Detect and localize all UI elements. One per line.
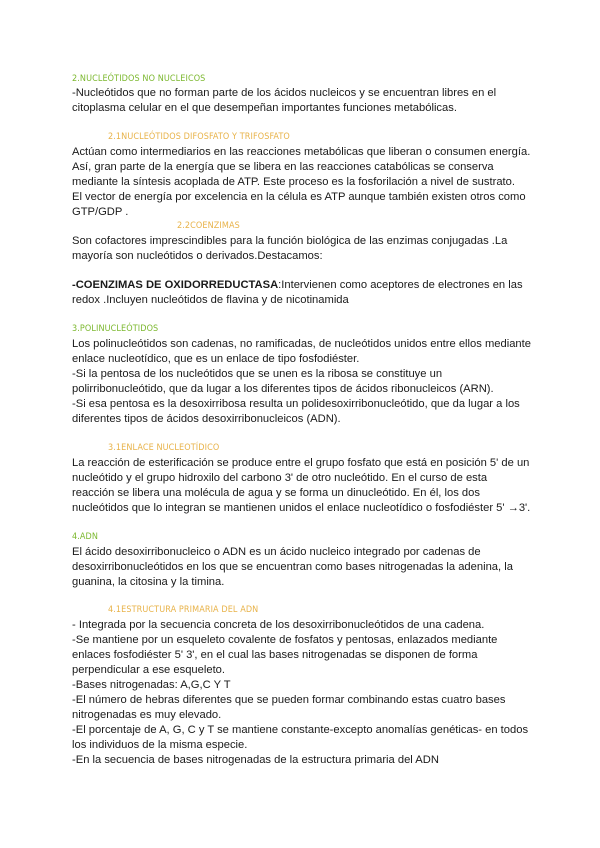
text-line: guanina, la citosina y la timina.: [72, 576, 225, 588]
text-line: - Integrada por la secuencia concreta de los desoxirribonucleótidos de una cadena.: [72, 619, 485, 631]
text-line: mediante la síntesis acoplada de ATP. Este proceso es la fosforilación a nivel de sustrato.: [72, 176, 515, 188]
text-line: -Bases nitrogenadas: A,G,C Y T: [72, 679, 231, 691]
heading-adn: 4.ADN: [72, 532, 99, 542]
text-line: nucleótidos que lo integran se mantienen unidos el enlace nucleotídico o fosfodiéster 5' →3'.: [72, 502, 531, 514]
text-line: perpendicular a ese esqueleto.: [72, 664, 226, 676]
text-line: -Si la pentosa de los nucleótidos que se unen es la ribosa se constituye un: [72, 368, 443, 380]
text-line: mayoría son nucleótidos o derivados.Destacamos:: [72, 250, 323, 262]
coenzimas-oxidorreductasa-term: -COENZIMAS DE OXIDORREDUCTASA: [72, 279, 279, 291]
text-line: redox .Incluyen nucleótidos de flavina y de nicotinamida: [72, 294, 349, 306]
text-fragment: :Intervienen como aceptores de electrones en las: [278, 279, 523, 291]
text-line: Los polinucleótidos son cadenas, no ramificadas, de nucleótidos unidos entre ellos mediante: [72, 338, 531, 350]
heading-difosfato-trifosfato: 2.1NUCLEÓTIDOS DIFOSFATO Y TRIFOSFATO: [108, 132, 290, 142]
text-line: reacción se libera una molécula de agua y se forma un dinucleótido. En él, los dos: [72, 487, 480, 499]
text-line: El vector de energía por excelencia en la célula es ATP aunque también existen otros como: [72, 191, 526, 203]
text-line: La reacción de esterificación se produce entre el grupo fosfato que está en posición 5' de un: [72, 457, 530, 469]
text-line: nitrogenadas es muy elevado.: [72, 709, 222, 721]
text-line: diferentes tipos de ácidos desoxirribonucleicos (ADN).: [72, 413, 341, 425]
text-line: los individuos de la misma especie.: [72, 739, 248, 751]
heading-coenzimas: 2.2COENZIMAS: [177, 221, 240, 231]
text-line: -En la secuencia de bases nitrogenadas de la estructura primaria del ADN: [72, 754, 439, 766]
heading-polinucleotidos: 3.POLINUCLEÓTIDOS: [72, 324, 159, 334]
text-line: Así, gran parte de la energía que se libera en las reacciones catabólicas se conserva: [72, 161, 494, 173]
text-line: polirribonucleótido, que da lugar a los diferentes tipos de ácidos ribonucleicos (ARN).: [72, 383, 494, 395]
text-line: El ácido desoxirribonucleico o ADN es un ácido nucleico integrado por cadenas de: [72, 546, 481, 558]
heading-nucleotidos-no-nucleicos: 2.NUCLEÓTIDOS NO NUCLEICOS: [72, 74, 206, 84]
heading-enlace-nucleotidico: 3.1ENLACE NUCLEOTÍDICO: [108, 443, 220, 453]
text-line: enlaces fosfodiéster 5' 3', en el cual las bases nitrogenadas se disponen de forma: [72, 649, 478, 661]
text-line: Son cofactores imprescindibles para la función biológica de las enzimas conjugadas .La: [72, 235, 508, 247]
text-line: nucleótido y el grupo hidroxilo del carbono 3' de otro nucleótido. En el curso de esta: [72, 472, 488, 484]
text-line: -Nucleótidos que no forman parte de los ácidos nucleicos y se encuentran libres en el: [72, 87, 497, 99]
text-line: GTP/GDP .: [72, 206, 129, 218]
text-line: -Se mantiene por un esqueleto covalente de fosfatos y pentosas, enlazados mediante: [72, 634, 498, 646]
text-line: [72, 278, 523, 293]
text-line: desoxirribonucleótidos en los que se encuentran como bases nitrogenadas la adenina, la: [72, 561, 513, 573]
text-line: Actúan como intermediarios en las reacciones metabólicas que liberan o consumen energía.: [72, 146, 531, 158]
text-line: -El número de hebras diferentes que se pueden formar combinando estas cuatro bases: [72, 694, 506, 706]
text-line: -Si esa pentosa es la desoxirribosa resulta un polidesoxirribonucleótido, que da lugar a los: [72, 398, 520, 410]
heading-estructura-primaria: 4.1ESTRUCTURA PRIMARIA DEL ADN: [108, 605, 259, 615]
text-line: enlace nucleotídico, que es un enlace de tipo fosfodiéster.: [72, 353, 360, 365]
text-line: citoplasma celular en el que desempeñan importantes funciones metabólicas.: [72, 102, 457, 114]
text-line: -El porcentaje de A, G, C y T se mantiene constante-excepto anomalías genéticas- en todos: [72, 724, 529, 736]
